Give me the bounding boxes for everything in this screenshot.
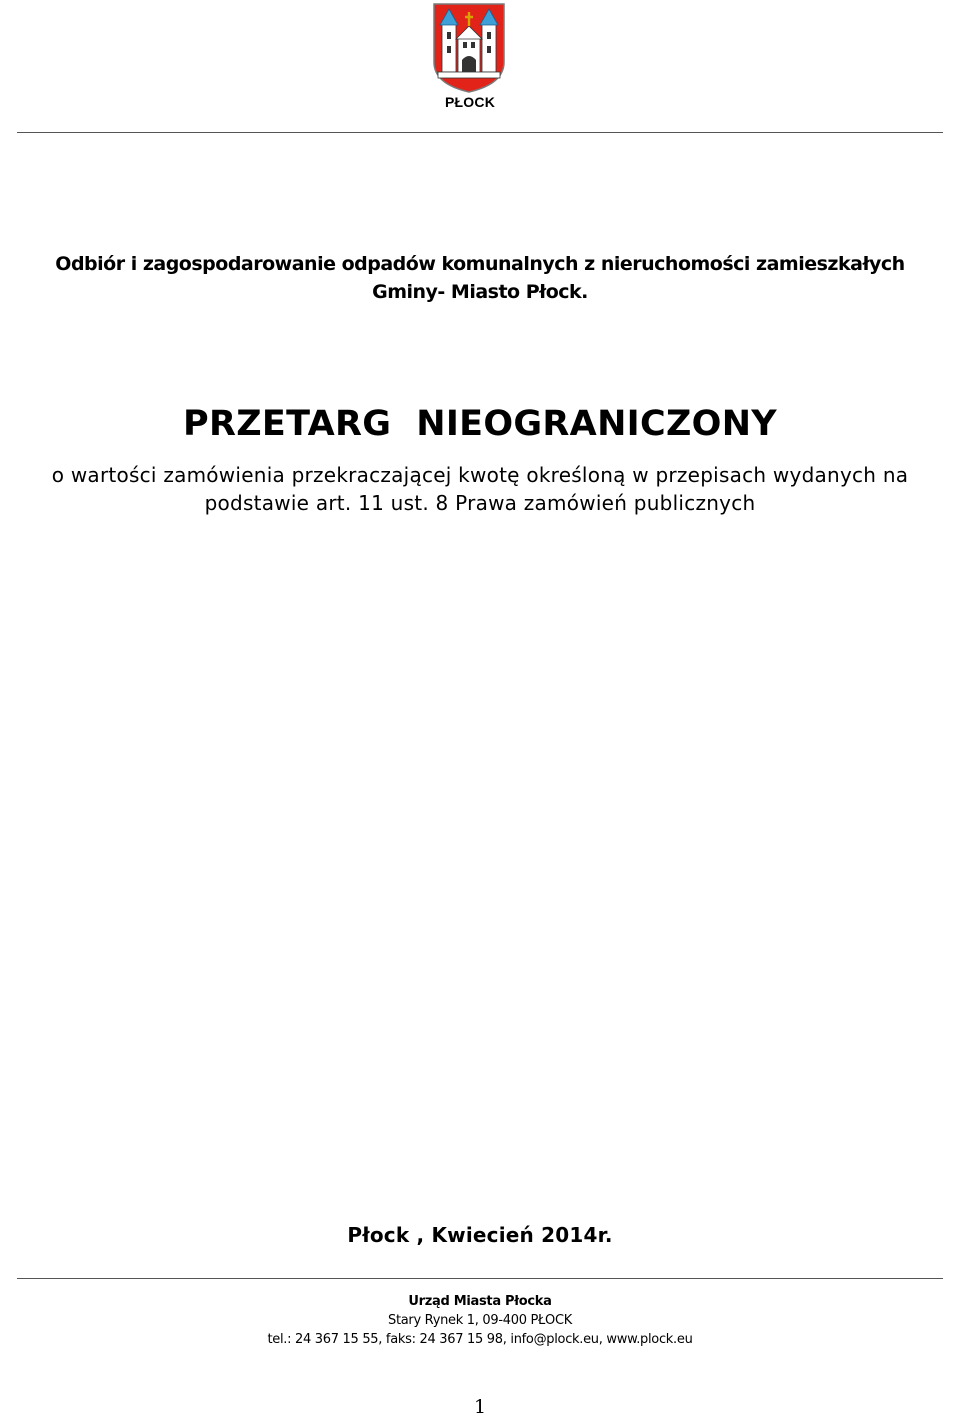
document-subject bbox=[0, 250, 960, 306]
subject-line: Gminy- Miasto Płock. bbox=[372, 281, 588, 303]
tender-type-heading: PRZETARG NIEOGRANICZONY bbox=[183, 404, 777, 444]
footer-divider bbox=[17, 1278, 943, 1279]
page-number: 1 bbox=[473, 1396, 487, 1418]
crest-gate bbox=[462, 56, 476, 74]
header-divider bbox=[17, 132, 943, 133]
place-and-date: Płock , Kwiecień 2014r. bbox=[347, 1223, 613, 1247]
office-name: Urząd Miasta Płocka bbox=[408, 1294, 552, 1309]
subject-line: Odbiór i zagospodarowanie odpadów komunalnych z nieruchomości zamieszkałych bbox=[55, 253, 905, 275]
tender-description-line: o wartości zamówienia przekraczającej kwotę określoną w przepisach wydanych na bbox=[51, 463, 909, 487]
footer-office-info bbox=[0, 1292, 960, 1349]
plock-crest-logo bbox=[432, 2, 506, 94]
office-address: Stary Rynek 1, 09-400 PŁOCK bbox=[388, 1313, 572, 1328]
office-contact: tel.: 24 367 15 55, faks: 24 367 15 98, info@plock.eu, www.plock.eu bbox=[267, 1332, 693, 1347]
tender-description-line: podstawie art. 11 ust. 8 Prawa zamówień publicznych bbox=[204, 491, 756, 515]
crest-caption: PŁOCK bbox=[445, 94, 495, 110]
tender-description bbox=[0, 461, 960, 517]
crest-wall bbox=[438, 72, 500, 78]
